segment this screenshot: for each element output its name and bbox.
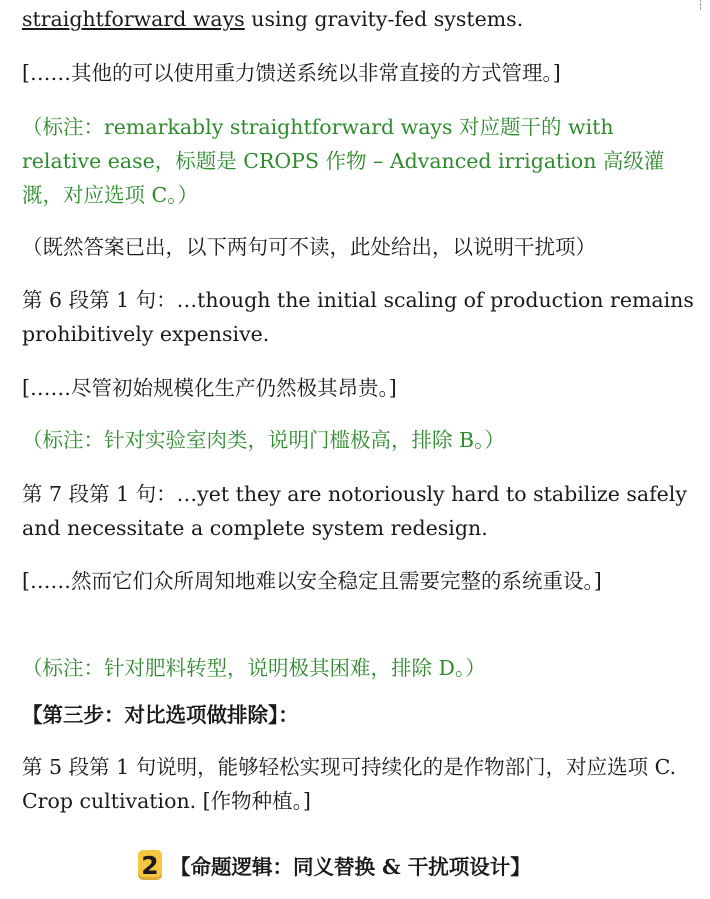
paragraph-translation-3: [……然而它们众所周知地难以安全稳定且需要完整的系统重设。] bbox=[22, 569, 602, 593]
underlined-phrase: straightforward ways bbox=[22, 7, 245, 31]
section-number-badge: 2 bbox=[138, 850, 162, 880]
paragraph-translation-1: [……其他的可以使用重力馈送系统以非常直接的方式管理。] bbox=[22, 61, 561, 85]
annotation-note-3: （标注：针对肥料转型，说明极其困难，排除 D。） bbox=[22, 656, 486, 680]
annotation-note-1: （标注：remarkably straightforward ways 对应题干的 with relative ease，标题是 CROPS 作物 – Advanced irrigation 高级灌溉，对应选项 C。） bbox=[22, 115, 665, 207]
paragraph-conclusion: 第 5 段第 1 句说明，能够轻松实现可持续化的是作物部门，对应选项 C. Crop cultivation. [作物种植。] bbox=[22, 755, 677, 813]
section-heading bbox=[138, 848, 531, 882]
annotation-note-2: （标注：针对实验室肉类，说明门槛极高，排除 B。） bbox=[22, 428, 505, 452]
paragraph-6-sentence-1: 第 6 段第 1 句：…though the initial scaling of production remains prohibitively expensive. bbox=[22, 288, 694, 346]
paragraph-translation-2: [……尽管初始规模化生产仍然极其昂贵。] bbox=[22, 376, 397, 400]
paragraph-distractor-intro: （既然答案已出，以下两句可不读，此处给出，以说明干扰项） bbox=[22, 235, 596, 259]
page-corner-marker bbox=[700, 0, 710, 10]
paragraph-1-rest: using gravity-fed systems. bbox=[244, 7, 524, 31]
step-three-heading: 【第三步：对比选项做排除】： bbox=[22, 703, 299, 727]
paragraph-1 bbox=[22, 2, 696, 36]
section-title: 【命题逻辑：同义替换 & 干扰项设计】 bbox=[170, 855, 531, 879]
paragraph-7-sentence-1: 第 7 段第 1 句：…yet they are notoriously hard to stabilize safely and necessitate a complete system redesign. bbox=[22, 482, 687, 540]
